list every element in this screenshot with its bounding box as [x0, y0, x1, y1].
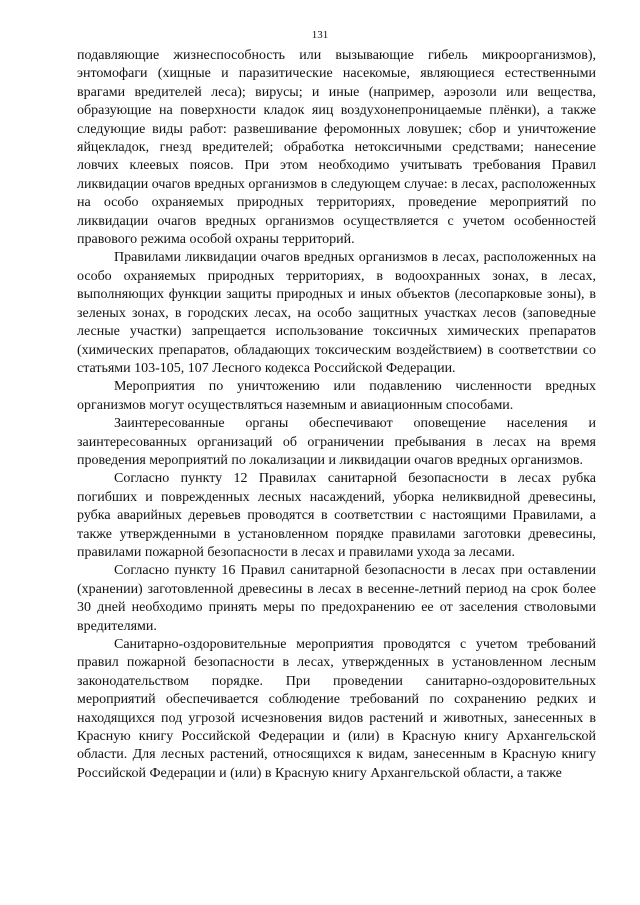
- paragraph-1: подавляющие жизнеспособность или вызывающие гибель микроорганизмов), энтомофаги (хищные и паразитические насекомые, являющиеся естественными врагами вредителей леса); вирусы; и иные (например, аэрозоли или вещества, образующие на поверхности кладок яиц воздухонепроницаемые плёнки), а также следующие виды работ: развешивание феромонных ловушек; сбор и уничтожение яйцекладок, гнезд вредителей; обработка нетоксичными средствами; нанесение ловчих клеевых поясов. При этом необходимо учитывать требования Правил ликвидации очагов вредных организмов в следующем случае: в лесах, расположенных на особо охраняемых природных территориях, проведение мероприятий по ликвидации очагов вредных организмов осуществляется с учетом особенностей правового режима особой охраны территорий.: [77, 48, 596, 248]
- paragraph-5: Согласно пункту 12 Правилах санитарной безопасности в лесах рубка погибших и поврежденных лесных насаждений, уборка неликвидной древесины, рубка аварийных деревьев проводятся в соответствии с настоящими Правилами, а также утвержденными в установленном порядке правилами заготовки древесины, правилами пожарной безопасности в лесах и правилами ухода за лесами.: [77, 471, 596, 560]
- body-text: [77, 47, 596, 783]
- paragraph-7: Санитарно-оздоровительные мероприятия проводятся с учетом требований правил пожарной безопасности в лесах, утвержденных в установленном лесным законодательством порядке. При проведении санитарно-оздоровительных мероприятий обеспечивается соблюдение требований по сохранению редких и находящихся под угрозой исчезновения видов растений и животных, занесенных в Красную книгу Российской Федерации и (или) в Красную книгу Архангельской области. Для лесных растений, относящихся к видам, занесенным в Красную книгу Российской Федерации и (или) в Красную книгу Архангельской области, а также: [77, 637, 596, 781]
- page-number: 131: [311, 29, 329, 41]
- paragraph-6: Согласно пункту 16 Правил санитарной безопасности в лесах при оставлении (хранении) заготовленной древесины в лесах в весенне-летний период на срок более 30 дней необходимо принять меры по предохранению ее от заселения стволовыми вредителями.: [77, 563, 596, 634]
- paragraph-4: Заинтересованные органы обеспечивают оповещение населения и заинтересованных организаций об ограничении пребывания в лесах на время проведения мероприятий по локализации и ликвидации очагов вредных организмов.: [77, 416, 596, 468]
- paragraph-2: Правилами ликвидации очагов вредных организмов в лесах, расположенных на особо охраняемых природных территориях, в водоохранных зонах, в лесах, выполняющих функции защиты природных и иных объектов (лесопарковые зоны), в зеленых зонах, в городских лесах, на особо защитных участках лесов (заповедные лесные участки) запрещается использование токсичных химических препаратов (химических препаратов, обладающих токсическим воздействием) в соответствии со статьями 103-105, 107 Лесного кодекса Российской Федерации.: [77, 250, 596, 376]
- paragraph-3: Мероприятия по уничтожению или подавлению численности вредных организмов могут осуществляться наземным и авиационным способами.: [77, 379, 596, 413]
